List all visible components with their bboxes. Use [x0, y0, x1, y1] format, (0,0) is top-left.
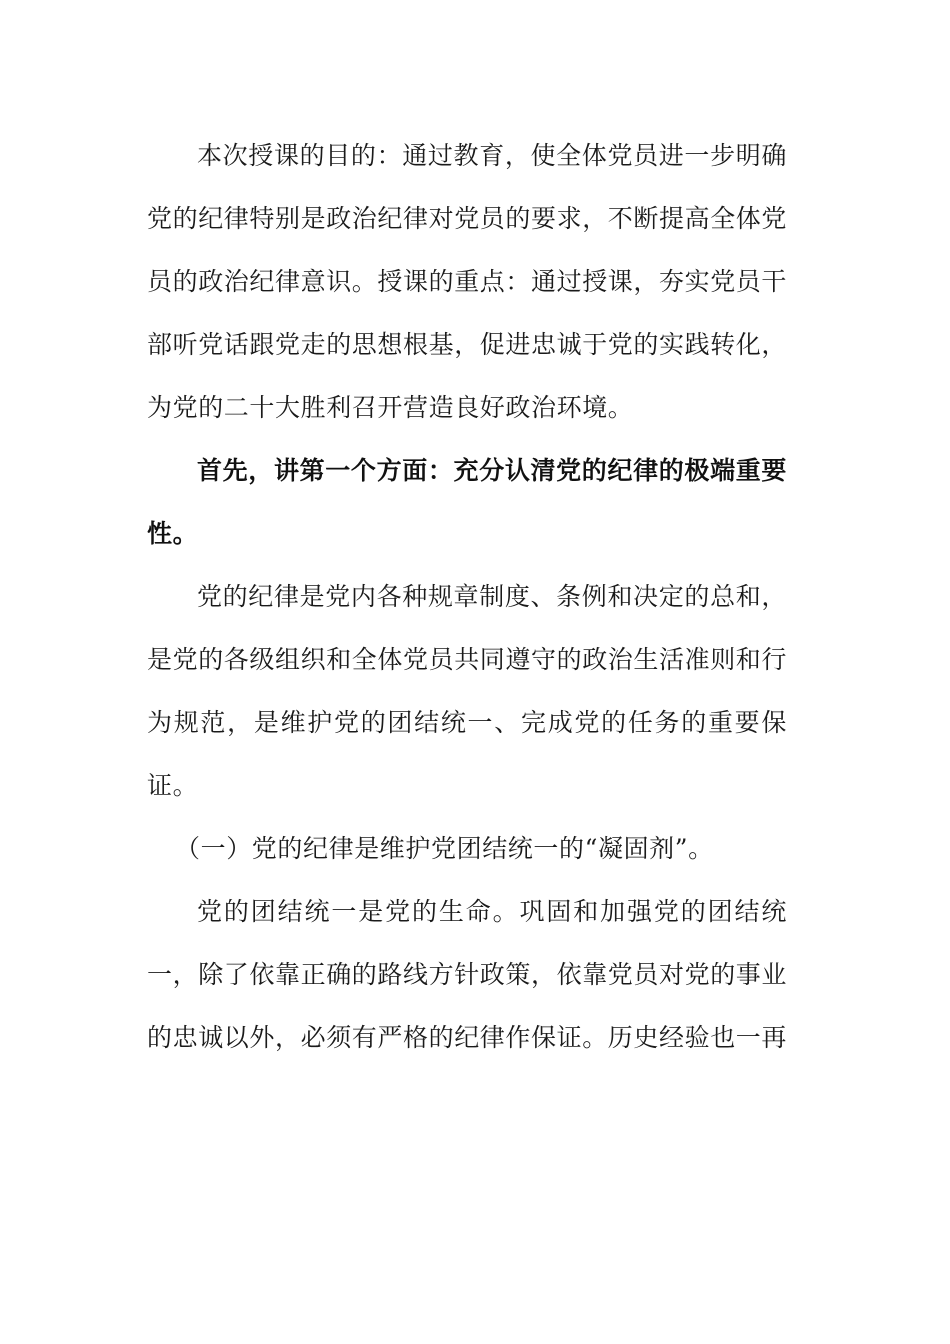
paragraph-discipline-definition: 党的纪律是党内各种规章制度、条例和决定的总和，是党的各级组织和全体党员共同遵守的政治生活准则和行为规范，是维护党的团结统一、完成党的任务的重要保证。 — [147, 582, 788, 800]
paragraph-unity: 党的团结统一是党的生命。巩固和加强党的团结统一，除了依靠正确的路线方针政策，依靠党员对党的事业的忠诚以外，必须有严格的纪律作保证。历史经验也一再 — [147, 897, 788, 1052]
document-body — [147, 124, 787, 1069]
subsection-heading-1: （一）党的纪律是维护党团结统一的“凝固剂”。 — [175, 834, 714, 863]
section-heading: 首先，讲第一个方面：充分认清党的纪律的极端重要性。 — [147, 456, 787, 548]
paragraph-purpose: 本次授课的目的：通过教育，使全体党员进一步明确党的纪律特别是政治纪律对党员的要求，不断提高全体党员的政治纪律意识。授课的重点：通过授课，夯实党员干部听党话跟党走的思想根基，促进忠诚于党的实践转化，为党的二十大胜利召开营造良好政治环境。 — [147, 141, 788, 422]
